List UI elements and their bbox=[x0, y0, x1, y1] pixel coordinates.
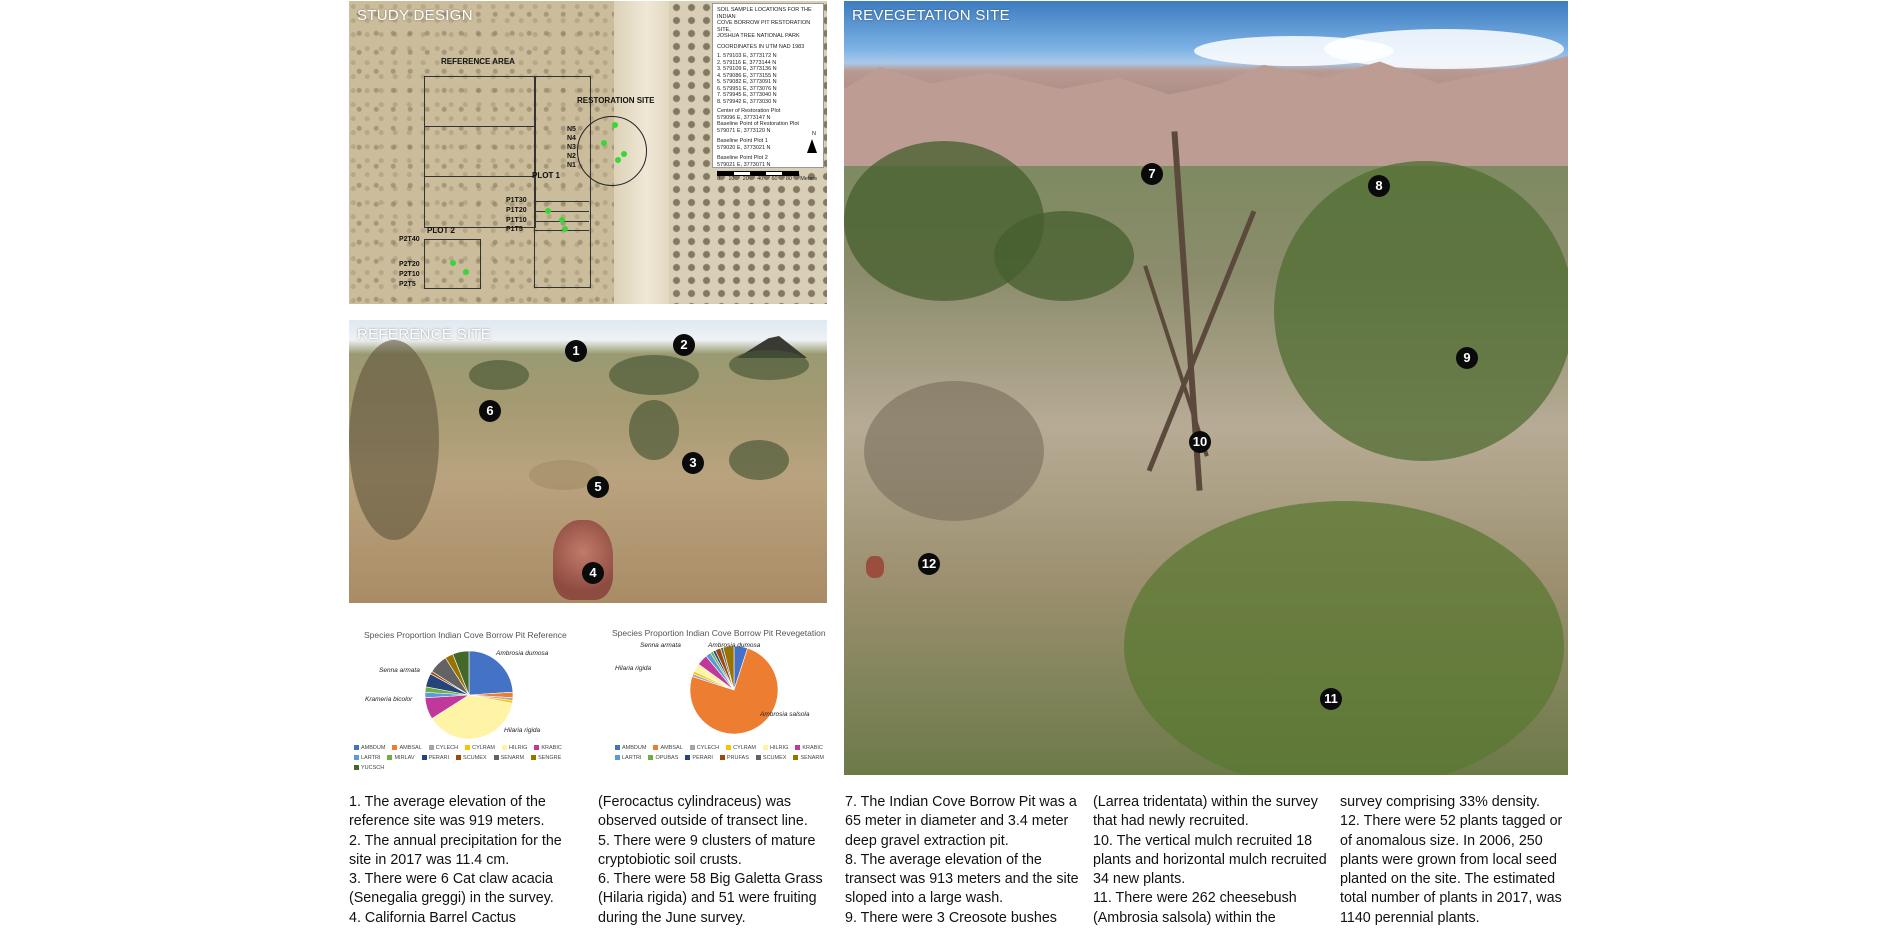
restoration-label: N2 bbox=[567, 153, 576, 160]
marker: 6 bbox=[479, 400, 501, 422]
restoration-label: N4 bbox=[567, 135, 576, 142]
marker: 9 bbox=[1456, 347, 1478, 369]
text-column-4 bbox=[1093, 793, 1328, 928]
legend-label: SENARM bbox=[500, 755, 525, 761]
legend-entry bbox=[392, 743, 421, 753]
legend-entry bbox=[531, 753, 561, 763]
barrel-cactus bbox=[866, 556, 884, 578]
shrub bbox=[349, 340, 439, 540]
text-item: 9. There were 3 Creosote bushes bbox=[845, 909, 1057, 926]
text-item: 1. The average elevation of the reference site was 919 meters. bbox=[349, 794, 546, 830]
pie-svg bbox=[600, 635, 830, 755]
text-item: 3. There were 6 Cat claw acacia (Senegalia greggi) in the survey. bbox=[349, 871, 554, 907]
pie-annotation: Senna armata bbox=[379, 667, 420, 674]
text-item: (Larrea tridentata) within the survey that had newly recruited. bbox=[1093, 794, 1318, 830]
transect-label: P1T20 bbox=[506, 207, 527, 214]
marker: 7 bbox=[1141, 163, 1163, 185]
grass bbox=[1124, 501, 1564, 775]
legend-entry bbox=[465, 743, 495, 753]
marker: 10 bbox=[1189, 431, 1211, 453]
scale-label: 0 bbox=[717, 176, 721, 182]
legend-label: SCUMEX bbox=[762, 755, 787, 761]
study-design-title: STUDY DESIGN bbox=[357, 7, 473, 24]
legend-label: SCUMEX bbox=[463, 755, 487, 761]
sample-point bbox=[450, 260, 456, 266]
legend-label: AMBDUM bbox=[622, 745, 647, 751]
text-column-2 bbox=[598, 793, 833, 928]
legend-entry bbox=[387, 753, 414, 763]
legend-plot1: 579020 E, 3773021 N bbox=[717, 144, 771, 151]
pie-legend bbox=[615, 743, 835, 763]
chart-title: Species Proportion Indian Cove Borrow Pit Reference bbox=[364, 630, 567, 640]
reference-area-label: REFERENCE AREA bbox=[441, 57, 515, 66]
legend-swatch bbox=[690, 745, 695, 750]
legend-swatch bbox=[534, 745, 539, 750]
legend-entry bbox=[354, 763, 384, 773]
scale-label: 80 bbox=[785, 176, 792, 182]
scale-label: 40 bbox=[757, 176, 764, 182]
study-design-map bbox=[349, 1, 827, 304]
sample-point bbox=[559, 217, 565, 223]
legend-swatch bbox=[648, 755, 653, 760]
legend-entry bbox=[534, 743, 561, 753]
transect-label: P1T10 bbox=[506, 217, 527, 224]
legend-title: JOSHUA TREE NATIONAL PARK bbox=[717, 33, 800, 39]
plot2-label: PLOT 2 bbox=[427, 226, 456, 235]
shrub bbox=[729, 440, 789, 480]
legend-entry bbox=[653, 743, 682, 753]
text-item: 6. There were 58 Big Galetta Grass (Hilaria rigida) and 51 were fruiting during the June survey. bbox=[598, 871, 823, 926]
legend-label: MIRLAV bbox=[394, 755, 415, 761]
legend-entry bbox=[429, 743, 458, 753]
text-item: 5. There were 9 clusters of mature cryptobiotic soil crusts. bbox=[598, 832, 816, 868]
pie-annotation: Ambrosia dumosa bbox=[496, 650, 549, 657]
legend-coord: 5. 579082 E, 3773091 N bbox=[717, 79, 777, 85]
cloud bbox=[1324, 29, 1564, 69]
legend-coord: 2. 579116 E, 3773144 N bbox=[717, 59, 777, 66]
revegetation-site-photo bbox=[844, 1, 1568, 775]
text-item: 2. The annual precipitation for the site in 2017 was 11.4 cm. bbox=[349, 832, 562, 868]
reference-grid-row bbox=[424, 176, 534, 177]
legend-swatch bbox=[465, 745, 470, 750]
revegetation-pie-chart bbox=[600, 615, 830, 770]
legend-baseline: 579071 E, 3773120 N bbox=[717, 127, 771, 134]
reference-grid-row bbox=[424, 126, 534, 127]
legend-label: PERARI bbox=[692, 755, 713, 761]
barrel-cactus bbox=[553, 520, 613, 600]
marker: 3 bbox=[682, 452, 704, 474]
transect-label: P2T20 bbox=[399, 261, 420, 268]
shrub bbox=[1274, 161, 1568, 461]
legend-plot2: 579021 E, 3773071 N bbox=[717, 161, 771, 168]
legend-label: SENGRE bbox=[538, 755, 562, 761]
legend-label: YUCSCH bbox=[361, 765, 385, 771]
legend-label: PERARI bbox=[428, 755, 450, 761]
legend-swatch bbox=[795, 745, 800, 750]
text-item: 11. There were 262 cheesebush (Ambrosia salsola) within the bbox=[1093, 890, 1297, 926]
scale-labels bbox=[717, 176, 817, 183]
legend-entry bbox=[726, 743, 756, 753]
legend-label: HILRIG bbox=[770, 745, 789, 751]
pie-slice-ambdum bbox=[469, 651, 513, 695]
legend-coord: 6. 579951 E, 3773076 N bbox=[717, 85, 777, 92]
text-item: 7. The Indian Cove Borrow Pit was a 65 meter in diameter and 3.4 meter deep gravel extraction pit. bbox=[845, 794, 1077, 849]
legend-entry bbox=[685, 753, 712, 763]
shrub bbox=[629, 400, 679, 460]
legend-label: LARTRI bbox=[622, 755, 642, 761]
legend-coord: 7. 579945 E, 3773040 N bbox=[717, 92, 777, 98]
legend-swatch bbox=[422, 755, 427, 760]
marker: 5 bbox=[587, 476, 609, 498]
legend-title: COVE BORROW PIT RESTORATION SITE, bbox=[717, 20, 811, 33]
legend-entry bbox=[795, 743, 822, 753]
marker: 8 bbox=[1368, 175, 1390, 197]
sample-point bbox=[615, 157, 621, 163]
transect-label: P1T30 bbox=[506, 197, 527, 204]
sample-point bbox=[562, 226, 568, 232]
legend-swatch bbox=[429, 745, 434, 750]
legend-swatch bbox=[726, 745, 731, 750]
map-legend bbox=[712, 3, 824, 182]
marker: 2 bbox=[673, 334, 695, 356]
legend-label: CYLECH bbox=[435, 745, 459, 751]
sample-point bbox=[601, 140, 607, 146]
legend-label: SENARM bbox=[800, 755, 824, 761]
legend-entry bbox=[763, 743, 788, 753]
legend-label: CYLECH bbox=[696, 745, 720, 751]
shrub bbox=[864, 381, 1044, 521]
legend-label: AMBSAL bbox=[399, 745, 422, 751]
legend-label: KRABIC bbox=[802, 745, 823, 751]
legend-entry bbox=[456, 753, 487, 763]
legend-coord: 1. 579103 E, 3773172 N bbox=[717, 53, 777, 59]
transect-label: P1T5 bbox=[506, 226, 523, 233]
sample-point bbox=[612, 122, 618, 128]
plot1-label: PLOT 1 bbox=[532, 171, 561, 180]
legend-swatch bbox=[354, 765, 359, 770]
plot1-area bbox=[534, 76, 591, 288]
shrub bbox=[994, 211, 1134, 301]
legend-title: SOIL SAMPLE LOCATIONS FOR THE INDIAN bbox=[717, 7, 812, 20]
legend-coord: 4. 579086 E, 3773155 N bbox=[717, 72, 777, 79]
legend-label: AMBSAL bbox=[660, 745, 683, 751]
transect-label: P2T5 bbox=[399, 281, 416, 288]
text-column-1 bbox=[349, 793, 584, 928]
pie-annotation: Krameria bicolor bbox=[365, 696, 413, 703]
text-item: 10. The vertical mulch recruited 18 plants and horizontal mulch recruited 34 new plants. bbox=[1093, 832, 1327, 888]
scale-label: 60 bbox=[771, 176, 778, 182]
transect-line bbox=[534, 211, 589, 212]
legend-swatch bbox=[354, 745, 359, 750]
north-arrow-icon bbox=[807, 139, 817, 153]
text-item: 8. The average elevation of the transect was 913 meters and the site sloped into a large wash. bbox=[845, 851, 1079, 907]
legend-coord-title: COORDINATES IN UTM NAD 1983 bbox=[717, 43, 805, 50]
legend-entry bbox=[502, 743, 527, 753]
shrub bbox=[469, 360, 529, 390]
legend-label: PRUFAS bbox=[726, 755, 749, 761]
legend-label: KRABIC bbox=[541, 745, 562, 751]
legend-swatch bbox=[685, 755, 690, 760]
pie-annotation: Hilaria rigida bbox=[504, 727, 541, 734]
restoration-site-label: RESTORATION SITE bbox=[577, 96, 655, 105]
sample-point bbox=[463, 269, 469, 275]
legend-swatch bbox=[456, 755, 461, 760]
text-item: survey comprising 33% density. bbox=[1340, 794, 1540, 810]
shrub bbox=[729, 350, 809, 380]
legend-entry bbox=[720, 753, 749, 763]
text-column-5 bbox=[1340, 793, 1575, 928]
legend-center: 579096 E, 3773147 N bbox=[717, 114, 771, 121]
legend-swatch bbox=[392, 745, 397, 750]
scale-label: 20 bbox=[742, 176, 749, 182]
legend-label: CYLRAM bbox=[472, 745, 496, 751]
shrub bbox=[609, 355, 699, 395]
pie-annotation: Ambrosia salsola bbox=[760, 711, 810, 718]
scale-label: Meters bbox=[800, 176, 817, 182]
legend-swatch bbox=[502, 745, 507, 750]
sample-point bbox=[545, 208, 551, 214]
legend-swatch bbox=[615, 745, 620, 750]
legend-swatch bbox=[756, 755, 761, 760]
legend-swatch bbox=[494, 755, 499, 760]
legend-entry bbox=[793, 753, 824, 763]
legend-coord: 8. 579942 E, 3773030 N bbox=[717, 98, 777, 105]
text-column-3 bbox=[845, 793, 1080, 928]
text-item: (Ferocactus cylindraceus) was observed outside of transect line. bbox=[598, 794, 808, 830]
legend-entry bbox=[648, 753, 678, 763]
north-label: N bbox=[812, 130, 816, 137]
legend-entry bbox=[354, 753, 380, 763]
text-item: 12. There were 52 plants tagged or of anomalous size. In 2006, 250 plants were grown from local seed planted on the site. The estimated total number of plants in 2017, was 1140 perennial plants. bbox=[1340, 813, 1563, 926]
legend-label: AMBDUM bbox=[361, 745, 386, 751]
restoration-label: N3 bbox=[567, 144, 576, 151]
legend-swatch bbox=[793, 755, 798, 760]
marker: 11 bbox=[1320, 688, 1342, 710]
legend-entry bbox=[494, 753, 525, 763]
legend-label: LARTRI bbox=[361, 755, 381, 761]
reference-pie-chart bbox=[349, 615, 579, 770]
legend-center: Center of Restoration Plot bbox=[717, 108, 781, 114]
legend-coord: 3. 579109 E, 3773136 N bbox=[717, 66, 777, 72]
text-item: 4. California Barrel Cactus bbox=[349, 909, 516, 926]
legend-swatch bbox=[615, 755, 620, 760]
transect-label: P2T40 bbox=[399, 236, 420, 243]
legend-entry bbox=[354, 743, 385, 753]
legend-entry bbox=[615, 753, 641, 763]
legend-label: HILRIG bbox=[509, 745, 528, 751]
scale-label: 10 bbox=[728, 176, 735, 182]
reference-grid-col bbox=[424, 76, 480, 228]
marker: 12 bbox=[918, 553, 940, 575]
legend-entry bbox=[756, 753, 787, 763]
pie-legend bbox=[354, 743, 574, 773]
pie-annotation: Senna armata bbox=[640, 642, 681, 649]
marker: 4 bbox=[582, 562, 604, 584]
legend-label: CYLRAM bbox=[733, 745, 757, 751]
transect-label: P2T10 bbox=[399, 271, 420, 278]
transect-line bbox=[534, 201, 589, 202]
legend-swatch bbox=[531, 755, 536, 760]
reference-site-photo bbox=[349, 320, 827, 603]
legend-swatch bbox=[720, 755, 725, 760]
legend-entry bbox=[615, 743, 646, 753]
chart-title: Species Proportion Indian Cove Borrow Pit Revegetation bbox=[612, 628, 826, 638]
legend-plot1: Baseline Point Plot 1 bbox=[717, 138, 768, 144]
sample-point bbox=[621, 151, 627, 157]
legend-entry bbox=[422, 753, 449, 763]
restoration-label: N1 bbox=[567, 162, 576, 169]
reference-site-title: REFERENCE SITE bbox=[357, 326, 492, 343]
legend-swatch bbox=[387, 755, 392, 760]
legend-swatch bbox=[354, 755, 359, 760]
restoration-label: N5 bbox=[567, 126, 576, 133]
legend-entry bbox=[690, 743, 719, 753]
legend-swatch bbox=[653, 745, 658, 750]
legend-plot2: Baseline Point Plot 2 bbox=[717, 155, 768, 161]
legend-swatch bbox=[763, 745, 768, 750]
pie-annotation: Ambrosia dumosa bbox=[708, 642, 761, 649]
legend-label: OPUBAS bbox=[655, 755, 679, 761]
pie-annotation: Hilaria rigida bbox=[615, 665, 652, 672]
revegetation-site-title: REVEGETATION SITE bbox=[852, 7, 1010, 24]
legend-baseline: Baseline Point of Restoration Plot bbox=[717, 121, 799, 127]
marker: 1 bbox=[565, 340, 587, 362]
dead-tree bbox=[1143, 265, 1209, 456]
